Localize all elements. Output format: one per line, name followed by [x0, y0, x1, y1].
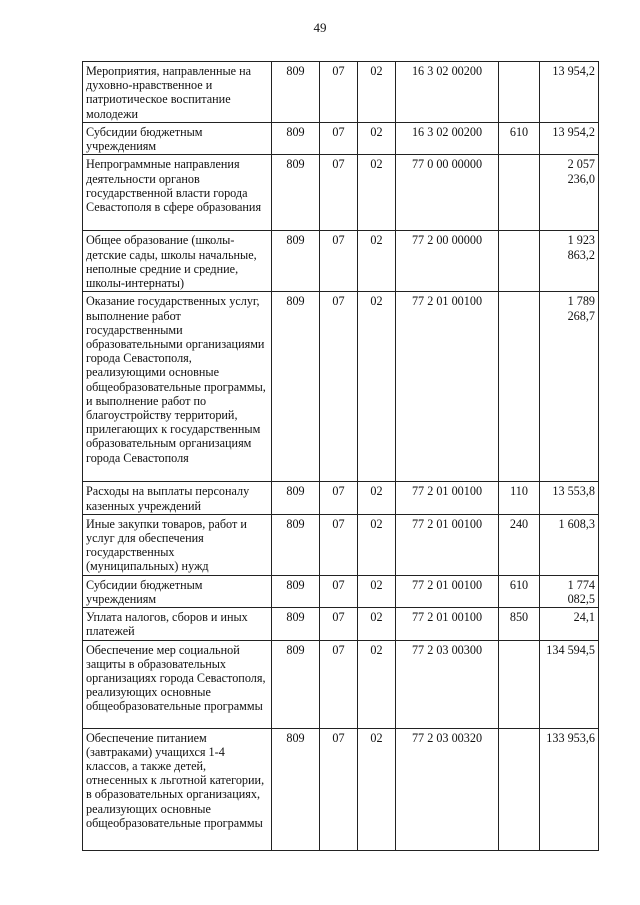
section-code: 07 [320, 62, 358, 123]
row-name: Субсидии бюджетным учреждениям [83, 123, 272, 155]
ministry-code: 809 [272, 231, 320, 292]
subsection-code: 02 [358, 292, 396, 482]
table-row [83, 608, 599, 640]
expense-type-code: 610 [499, 123, 540, 155]
expense-type-code [499, 62, 540, 123]
target-code: 77 2 01 00100 [396, 608, 499, 640]
target-code: 77 2 01 00100 [396, 575, 499, 607]
subsection-code: 02 [358, 728, 396, 850]
section-code: 07 [320, 123, 358, 155]
subsection-code: 02 [358, 608, 396, 640]
ministry-code: 809 [272, 514, 320, 575]
row-name: Непрограммные направления деятельности органов государственной власти города Севастополя в сфере образования [83, 155, 272, 231]
row-name: Мероприятия, направленные на духовно-нравственное и патриотическое воспитание молодежи [83, 62, 272, 123]
section-code: 07 [320, 514, 358, 575]
table-row [83, 640, 599, 728]
target-code: 77 2 01 00100 [396, 292, 499, 482]
section-code: 07 [320, 728, 358, 850]
amount: 1 789 268,7 [540, 292, 599, 482]
amount: 13 954,2 [540, 123, 599, 155]
subsection-code: 02 [358, 640, 396, 728]
ministry-code: 809 [272, 482, 320, 514]
subsection-code: 02 [358, 123, 396, 155]
expense-type-code [499, 231, 540, 292]
table-row [83, 482, 599, 514]
table-row [83, 231, 599, 292]
ministry-code: 809 [272, 62, 320, 123]
target-code: 77 2 00 00000 [396, 231, 499, 292]
ministry-code: 809 [272, 575, 320, 607]
expense-type-code: 240 [499, 514, 540, 575]
table-row [83, 155, 599, 231]
section-code: 07 [320, 231, 358, 292]
target-code: 77 0 00 00000 [396, 155, 499, 231]
expense-type-code: 850 [499, 608, 540, 640]
row-name: Уплата налогов, сборов и иных платежей [83, 608, 272, 640]
table-row [83, 292, 599, 482]
amount: 133 953,6 [540, 728, 599, 850]
subsection-code: 02 [358, 514, 396, 575]
target-code: 77 2 01 00100 [396, 514, 499, 575]
section-code: 07 [320, 482, 358, 514]
section-code: 07 [320, 575, 358, 607]
amount: 1 608,3 [540, 514, 599, 575]
row-name: Обеспечение питанием (завтраками) учащихся 1-4 классов, а также детей, отнесенных к льготной категории, в образовательных организациях, реализующих основные общеобразовательные программы [83, 728, 272, 850]
section-code: 07 [320, 640, 358, 728]
table-row [83, 62, 599, 123]
ministry-code: 809 [272, 728, 320, 850]
subsection-code: 02 [358, 575, 396, 607]
section-code: 07 [320, 608, 358, 640]
subsection-code: 02 [358, 62, 396, 123]
amount: 1 923 863,2 [540, 231, 599, 292]
target-code: 77 2 01 00100 [396, 482, 499, 514]
section-code: 07 [320, 155, 358, 231]
row-name: Обеспечение мер социальной защиты в образовательных организациях города Севастополя, реализующих основные общеобразовательные программы [83, 640, 272, 728]
budget-table [82, 61, 599, 851]
table-row [83, 123, 599, 155]
expense-type-code [499, 292, 540, 482]
expense-type-code [499, 728, 540, 850]
target-code: 77 2 03 00300 [396, 640, 499, 728]
expense-type-code: 110 [499, 482, 540, 514]
ministry-code: 809 [272, 123, 320, 155]
expense-type-code [499, 155, 540, 231]
amount: 2 057 236,0 [540, 155, 599, 231]
table-row [83, 728, 599, 850]
table-row [83, 514, 599, 575]
amount: 1 774 082,5 [540, 575, 599, 607]
amount: 24,1 [540, 608, 599, 640]
amount: 134 594,5 [540, 640, 599, 728]
section-code: 07 [320, 292, 358, 482]
row-name: Иные закупки товаров, работ и услуг для обеспечения государственных (муниципальных) нужд [83, 514, 272, 575]
ministry-code: 809 [272, 608, 320, 640]
row-name: Оказание государственных услуг, выполнение работ государственными образовательными организациями города Севастополя, реализующими основные общеобразовательные программы, и выполнение работ по благоустройству территорий, прилегающих к государственным образовательным организациям города Севастополя [83, 292, 272, 482]
amount: 13 954,2 [540, 62, 599, 123]
row-name: Расходы на выплаты персоналу казенных учреждений [83, 482, 272, 514]
page-number: 49 [313, 20, 327, 35]
row-name: Субсидии бюджетным учреждениям [83, 575, 272, 607]
row-name: Общее образование (школы-детские сады, школы начальные, неполные средние и средние, школы-интернаты) [83, 231, 272, 292]
subsection-code: 02 [358, 231, 396, 292]
table-row [83, 575, 599, 607]
ministry-code: 809 [272, 640, 320, 728]
target-code: 77 2 03 00320 [396, 728, 499, 850]
budget-table-body [83, 62, 599, 851]
target-code: 16 3 02 00200 [396, 62, 499, 123]
expense-type-code [499, 640, 540, 728]
expense-type-code: 610 [499, 575, 540, 607]
ministry-code: 809 [272, 155, 320, 231]
subsection-code: 02 [358, 155, 396, 231]
ministry-code: 809 [272, 292, 320, 482]
amount: 13 553,8 [540, 482, 599, 514]
subsection-code: 02 [358, 482, 396, 514]
target-code: 16 3 02 00200 [396, 123, 499, 155]
